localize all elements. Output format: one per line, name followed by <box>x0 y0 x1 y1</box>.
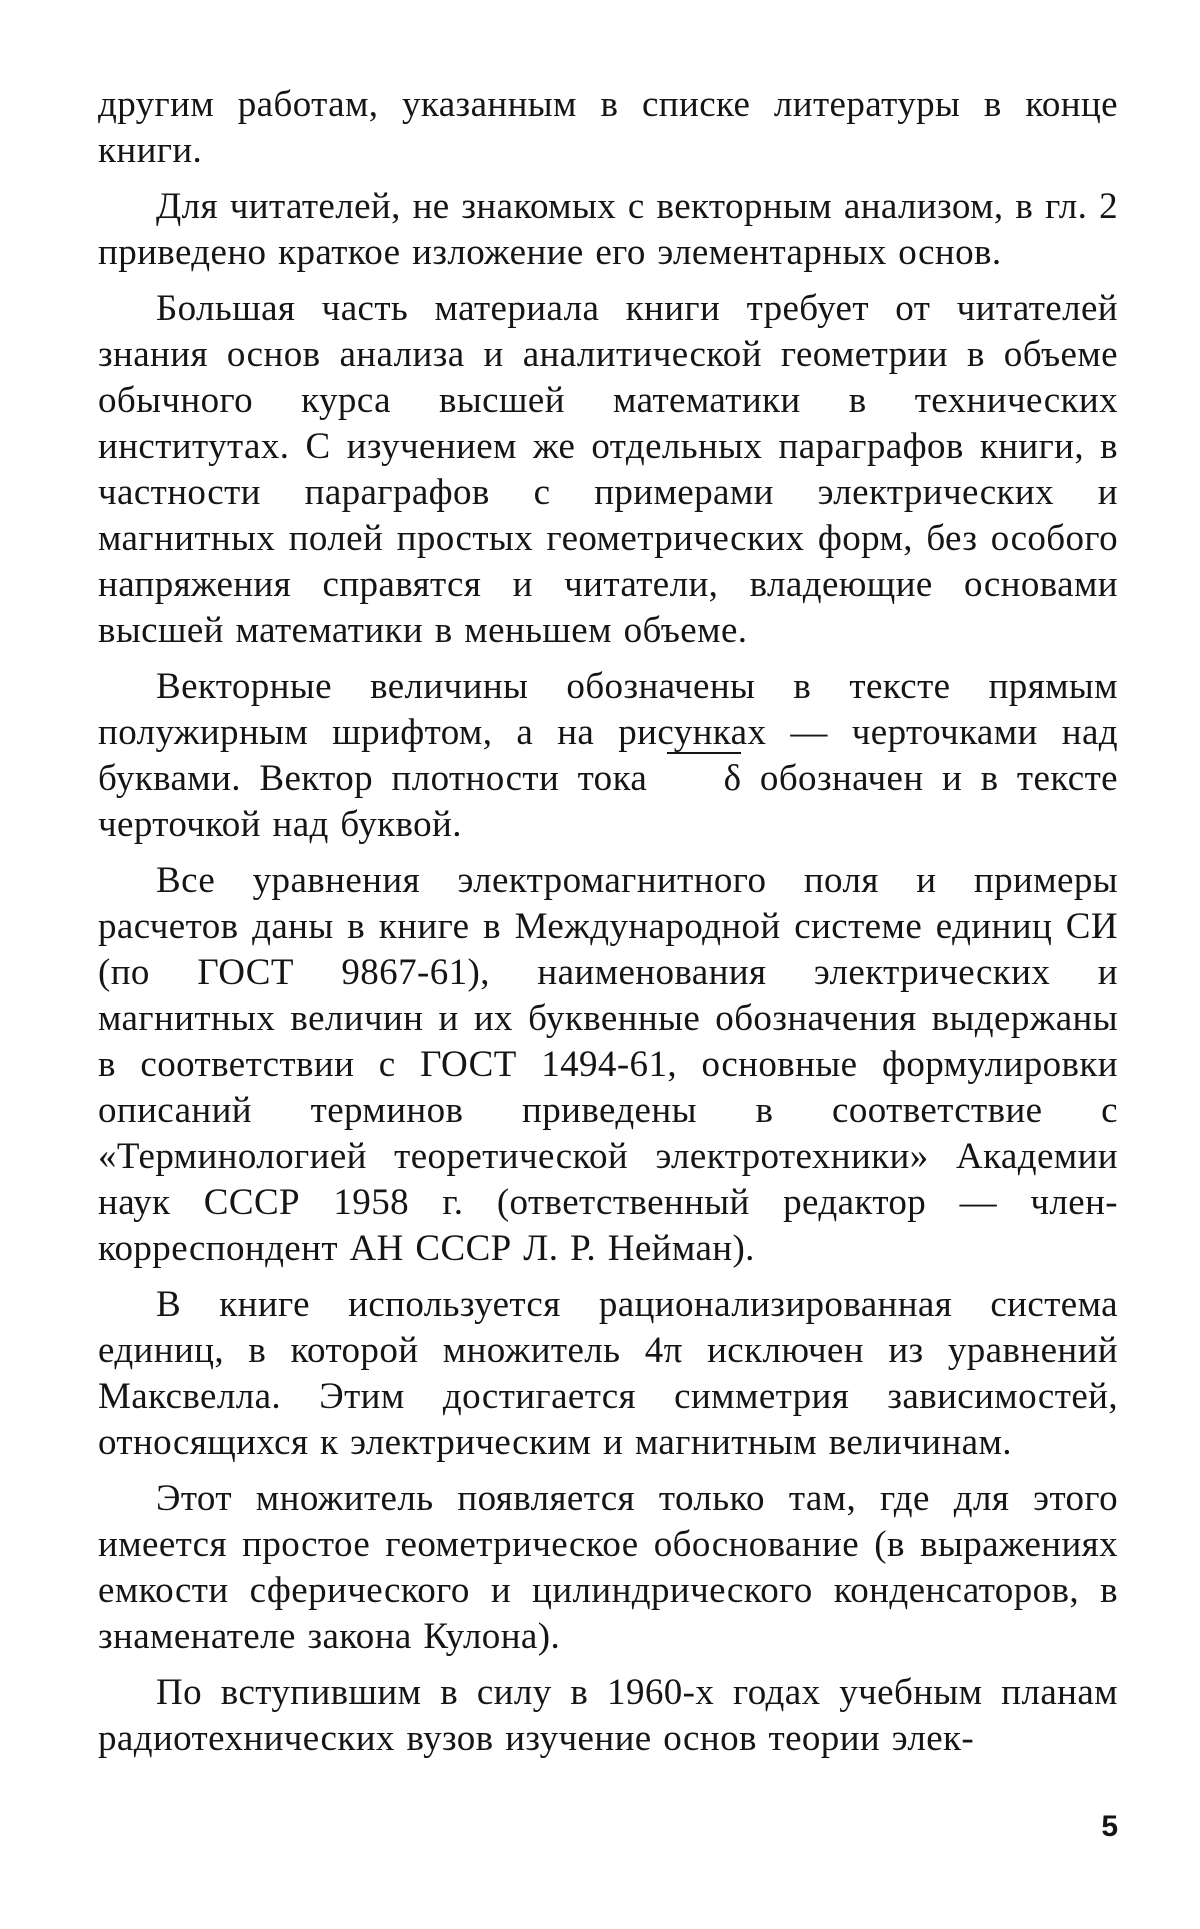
current-density-vector-symbol: δ <box>666 756 742 802</box>
paragraph-si-units: Все уравнения электромагнитного поля и примеры расчетов даны в книге в Международной системе единиц СИ (по ГОСТ 9867-61), наименования электрических и магнитных величин и их буквенные обозначения выдержаны в соответствии с ГОСТ 1494-61, основные формулировки описаний терминов приведены в соответствие с «Терминологией теоретической электротехники» Академии наук СССР 1958 г. (ответственный редактор — член-корреспондент АН СССР Л. Р. Нейман). <box>98 860 1118 1269</box>
paragraph-vector-analysis: Для читателей, не знакомых с векторным анализом, в гл. 2 приведено краткое изложение его элементарных основ. <box>98 186 1118 273</box>
paragraph-vector-notation <box>98 664 1118 848</box>
paragraph-continuation: другим работам, указанным в списке литературы в конце книги. <box>98 84 1118 171</box>
paragraph-curriculum: По вступившим в силу в 1960-х годах учебным планам радиотехнических вузов изучение основ теории элек- <box>98 1672 1118 1759</box>
paragraph-multiplier: Этот множитель появляется только там, где для этого имеется простое геометрическое обоснование (в выражениях емкости сферического и цилиндрического конденсаторов, в знаменателе закона Кулона). <box>98 1478 1118 1657</box>
vector-notation-text-before: Векторные величины обозначены в тексте прямым полужирным шрифтом, а на рисунках — черточками над буквами. Вектор плотности тока <box>98 666 1118 799</box>
paragraph-rationalized-system: В книге используется рационализированная система единиц, в которой множитель 4π исключен из уравнений Максвелла. Этим достигается симметрия зависимостей, относящихся к электрическим и магнитным величинам. <box>98 1284 1118 1463</box>
page-number: 5 <box>1101 1810 1118 1843</box>
vector-notation-text-after: обозначен и в тексте черточкой над буквой. <box>98 758 1118 845</box>
page-text <box>98 82 1118 1762</box>
paragraph-prerequisites: Большая часть материала книги требует от читателей знания основ анализа и аналитической геометрии в объеме обычного курса высшей математики в технических институтах. С изучением же отдельных параграфов книги, в частности параграфов с примерами электрических и магнитных полей простых геометрических форм, без особого напряжения справятся и читатели, владеющие основами высшей математики в меньшем объеме. <box>98 288 1118 651</box>
